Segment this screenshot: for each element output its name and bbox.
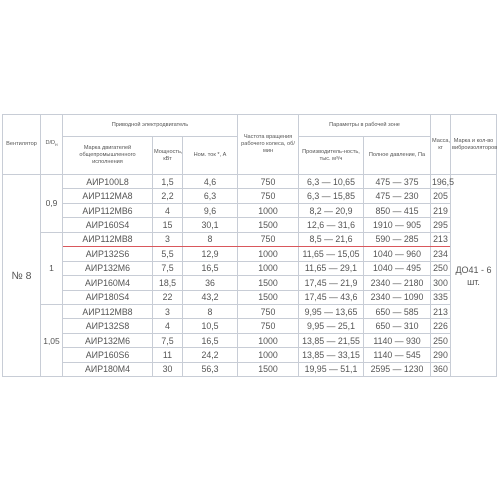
model-cell: АИР160М4 — [63, 276, 153, 290]
current-cell: 43,2 — [183, 290, 238, 304]
power-cell: 5,5 — [153, 247, 183, 261]
speed-cell: 1000 — [238, 203, 299, 217]
power-cell: 4 — [153, 319, 183, 333]
table-row — [3, 203, 497, 217]
speed-cell: 1500 — [238, 218, 299, 232]
table-row — [3, 362, 497, 376]
speed-cell: 1000 — [238, 261, 299, 275]
model-cell: АИР112МВ6 — [63, 203, 153, 217]
mass-cell: 335 — [431, 290, 451, 304]
speed-cell: 750 — [238, 304, 299, 318]
table-row — [3, 175, 497, 189]
speed-cell: 750 — [238, 319, 299, 333]
flow-cell: 9,95 — 13,65 — [299, 304, 364, 318]
mass-cell: 290 — [431, 348, 451, 362]
power-cell: 4 — [153, 203, 183, 217]
flow-cell: 11,65 — 15,05 — [299, 247, 364, 261]
power-cell: 1,5 — [153, 175, 183, 189]
power-cell: 3 — [153, 304, 183, 318]
header-pressure: Полное давление, Па — [364, 137, 431, 175]
fan-number-cell: № 8 — [3, 175, 41, 377]
table-row — [3, 232, 497, 246]
model-cell: АИР132S6 — [63, 247, 153, 261]
header-motor-model: Марка двигателей общепромышленного исполнения — [63, 137, 153, 175]
power-cell: 7,5 — [153, 333, 183, 347]
current-cell: 16,5 — [183, 333, 238, 347]
power-cell: 3 — [153, 232, 183, 246]
speed-cell: 1500 — [238, 290, 299, 304]
model-cell: АИР132М6 — [63, 261, 153, 275]
power-cell: 30 — [153, 362, 183, 376]
speed-cell: 750 — [238, 232, 299, 246]
flow-cell: 13,85 — 33,15 — [299, 348, 364, 362]
power-cell: 18,5 — [153, 276, 183, 290]
model-cell: АИР180М4 — [63, 362, 153, 376]
model-cell: АИР100L8 — [63, 175, 153, 189]
flow-cell: 17,45 — 43,6 — [299, 290, 364, 304]
flow-cell: 8,2 — 20,9 — [299, 203, 364, 217]
speed-cell: 750 — [238, 189, 299, 203]
fan-spec-table — [2, 114, 497, 377]
pressure-cell: 1140 — 930 — [364, 333, 431, 347]
current-cell: 56,3 — [183, 362, 238, 376]
dd-ratio-cell: 1 — [41, 232, 63, 304]
table-row — [3, 304, 497, 318]
table-row — [3, 276, 497, 290]
power-cell: 15 — [153, 218, 183, 232]
model-cell: АИР132М6 — [63, 333, 153, 347]
table-row — [3, 261, 497, 275]
pressure-cell: 650 — 310 — [364, 319, 431, 333]
current-cell: 30,1 — [183, 218, 238, 232]
current-cell: 8 — [183, 304, 238, 318]
table-row — [3, 189, 497, 203]
flow-cell: 19,95 — 51,1 — [299, 362, 364, 376]
pressure-cell: 475 — 375 — [364, 175, 431, 189]
mass-cell: 234 — [431, 247, 451, 261]
mass-cell: 250 — [431, 333, 451, 347]
mass-cell: 250 — [431, 261, 451, 275]
header-mass: Масса, кг — [431, 115, 451, 175]
flow-cell: 6,3 — 10,65 — [299, 175, 364, 189]
power-cell: 7,5 — [153, 261, 183, 275]
flow-cell: 12,6 — 31,6 — [299, 218, 364, 232]
flow-cell: 9,95 — 25,1 — [299, 319, 364, 333]
pressure-cell: 1040 — 960 — [364, 247, 431, 261]
pressure-cell: 1040 — 495 — [364, 261, 431, 275]
pressure-cell: 2340 — 2180 — [364, 276, 431, 290]
header-flow: Производитель-ность, тыс. м³/ч — [299, 137, 364, 175]
header-speed: Частота вращения рабочего колеса, об/мин — [238, 115, 299, 175]
header-power: Мощность, кВт — [153, 137, 183, 175]
mass-cell: 205 — [431, 189, 451, 203]
speed-cell: 1000 — [238, 333, 299, 347]
mass-cell: 196,5 — [431, 175, 451, 189]
speed-cell: 1500 — [238, 362, 299, 376]
power-cell: 2,2 — [153, 189, 183, 203]
mass-cell: 360 — [431, 362, 451, 376]
current-cell: 12,9 — [183, 247, 238, 261]
power-cell: 22 — [153, 290, 183, 304]
model-cell: АИР112МА8 — [63, 189, 153, 203]
current-cell: 10,5 — [183, 319, 238, 333]
pressure-cell: 1910 — 905 — [364, 218, 431, 232]
model-cell: АИР180S4 — [63, 290, 153, 304]
model-cell: АИР160S6 — [63, 348, 153, 362]
table-body — [3, 175, 497, 377]
speed-cell: 750 — [238, 175, 299, 189]
current-cell: 24,2 — [183, 348, 238, 362]
dd-ratio-cell: 1,05 — [41, 304, 63, 376]
mass-cell: 213 — [431, 304, 451, 318]
pressure-cell: 475 — 230 — [364, 189, 431, 203]
table-row — [3, 218, 497, 232]
current-cell: 16,5 — [183, 261, 238, 275]
header-current: Ном. ток *, А — [183, 137, 238, 175]
mass-cell: 219 — [431, 203, 451, 217]
mass-cell: 295 — [431, 218, 451, 232]
mass-cell: 300 — [431, 276, 451, 290]
table-row — [3, 319, 497, 333]
current-cell: 36 — [183, 276, 238, 290]
vibro-isolator-cell: ДО41 - 6 шт. — [451, 175, 497, 377]
flow-cell: 13,85 — 21,55 — [299, 333, 364, 347]
flow-cell: 8,5 — 21,6 — [299, 232, 364, 246]
dd-ratio-cell: 0,9 — [41, 175, 63, 233]
table-row — [3, 348, 497, 362]
pressure-cell: 650 — 585 — [364, 304, 431, 318]
model-cell: АИР112МВ8 — [63, 232, 153, 246]
pressure-cell: 2340 — 1090 — [364, 290, 431, 304]
current-cell: 4,6 — [183, 175, 238, 189]
header-motor-group: Приводной электродвигатель — [63, 115, 238, 137]
speed-cell: 1500 — [238, 276, 299, 290]
table-row — [3, 290, 497, 304]
pressure-cell: 1140 — 545 — [364, 348, 431, 362]
speed-cell: 1000 — [238, 348, 299, 362]
header-fan: Вентилятор — [3, 115, 41, 175]
pressure-cell: 850 — 415 — [364, 203, 431, 217]
header-vibro: Марка и кол-во виброизоляторов — [451, 115, 497, 175]
pressure-cell: 2595 — 1230 — [364, 362, 431, 376]
table-row — [3, 247, 497, 261]
mass-cell: 213 — [431, 232, 451, 246]
header-params-group: Параметры в рабочей зоне — [299, 115, 431, 137]
mass-cell: 226 — [431, 319, 451, 333]
power-cell: 11 — [153, 348, 183, 362]
flow-cell: 11,65 — 29,1 — [299, 261, 364, 275]
current-cell: 9,6 — [183, 203, 238, 217]
table-row — [3, 333, 497, 347]
model-cell: АИР160S4 — [63, 218, 153, 232]
flow-cell: 17,45 — 21,9 — [299, 276, 364, 290]
model-cell: АИР132S8 — [63, 319, 153, 333]
model-cell: АИР112МВ8 — [63, 304, 153, 318]
speed-cell: 1000 — [238, 247, 299, 261]
current-cell: 6,3 — [183, 189, 238, 203]
current-cell: 8 — [183, 232, 238, 246]
header-dd: $D/D_н$ — [41, 115, 63, 175]
table-header — [3, 115, 497, 175]
pressure-cell: 590 — 285 — [364, 232, 431, 246]
flow-cell: 6,3 — 15,85 — [299, 189, 364, 203]
